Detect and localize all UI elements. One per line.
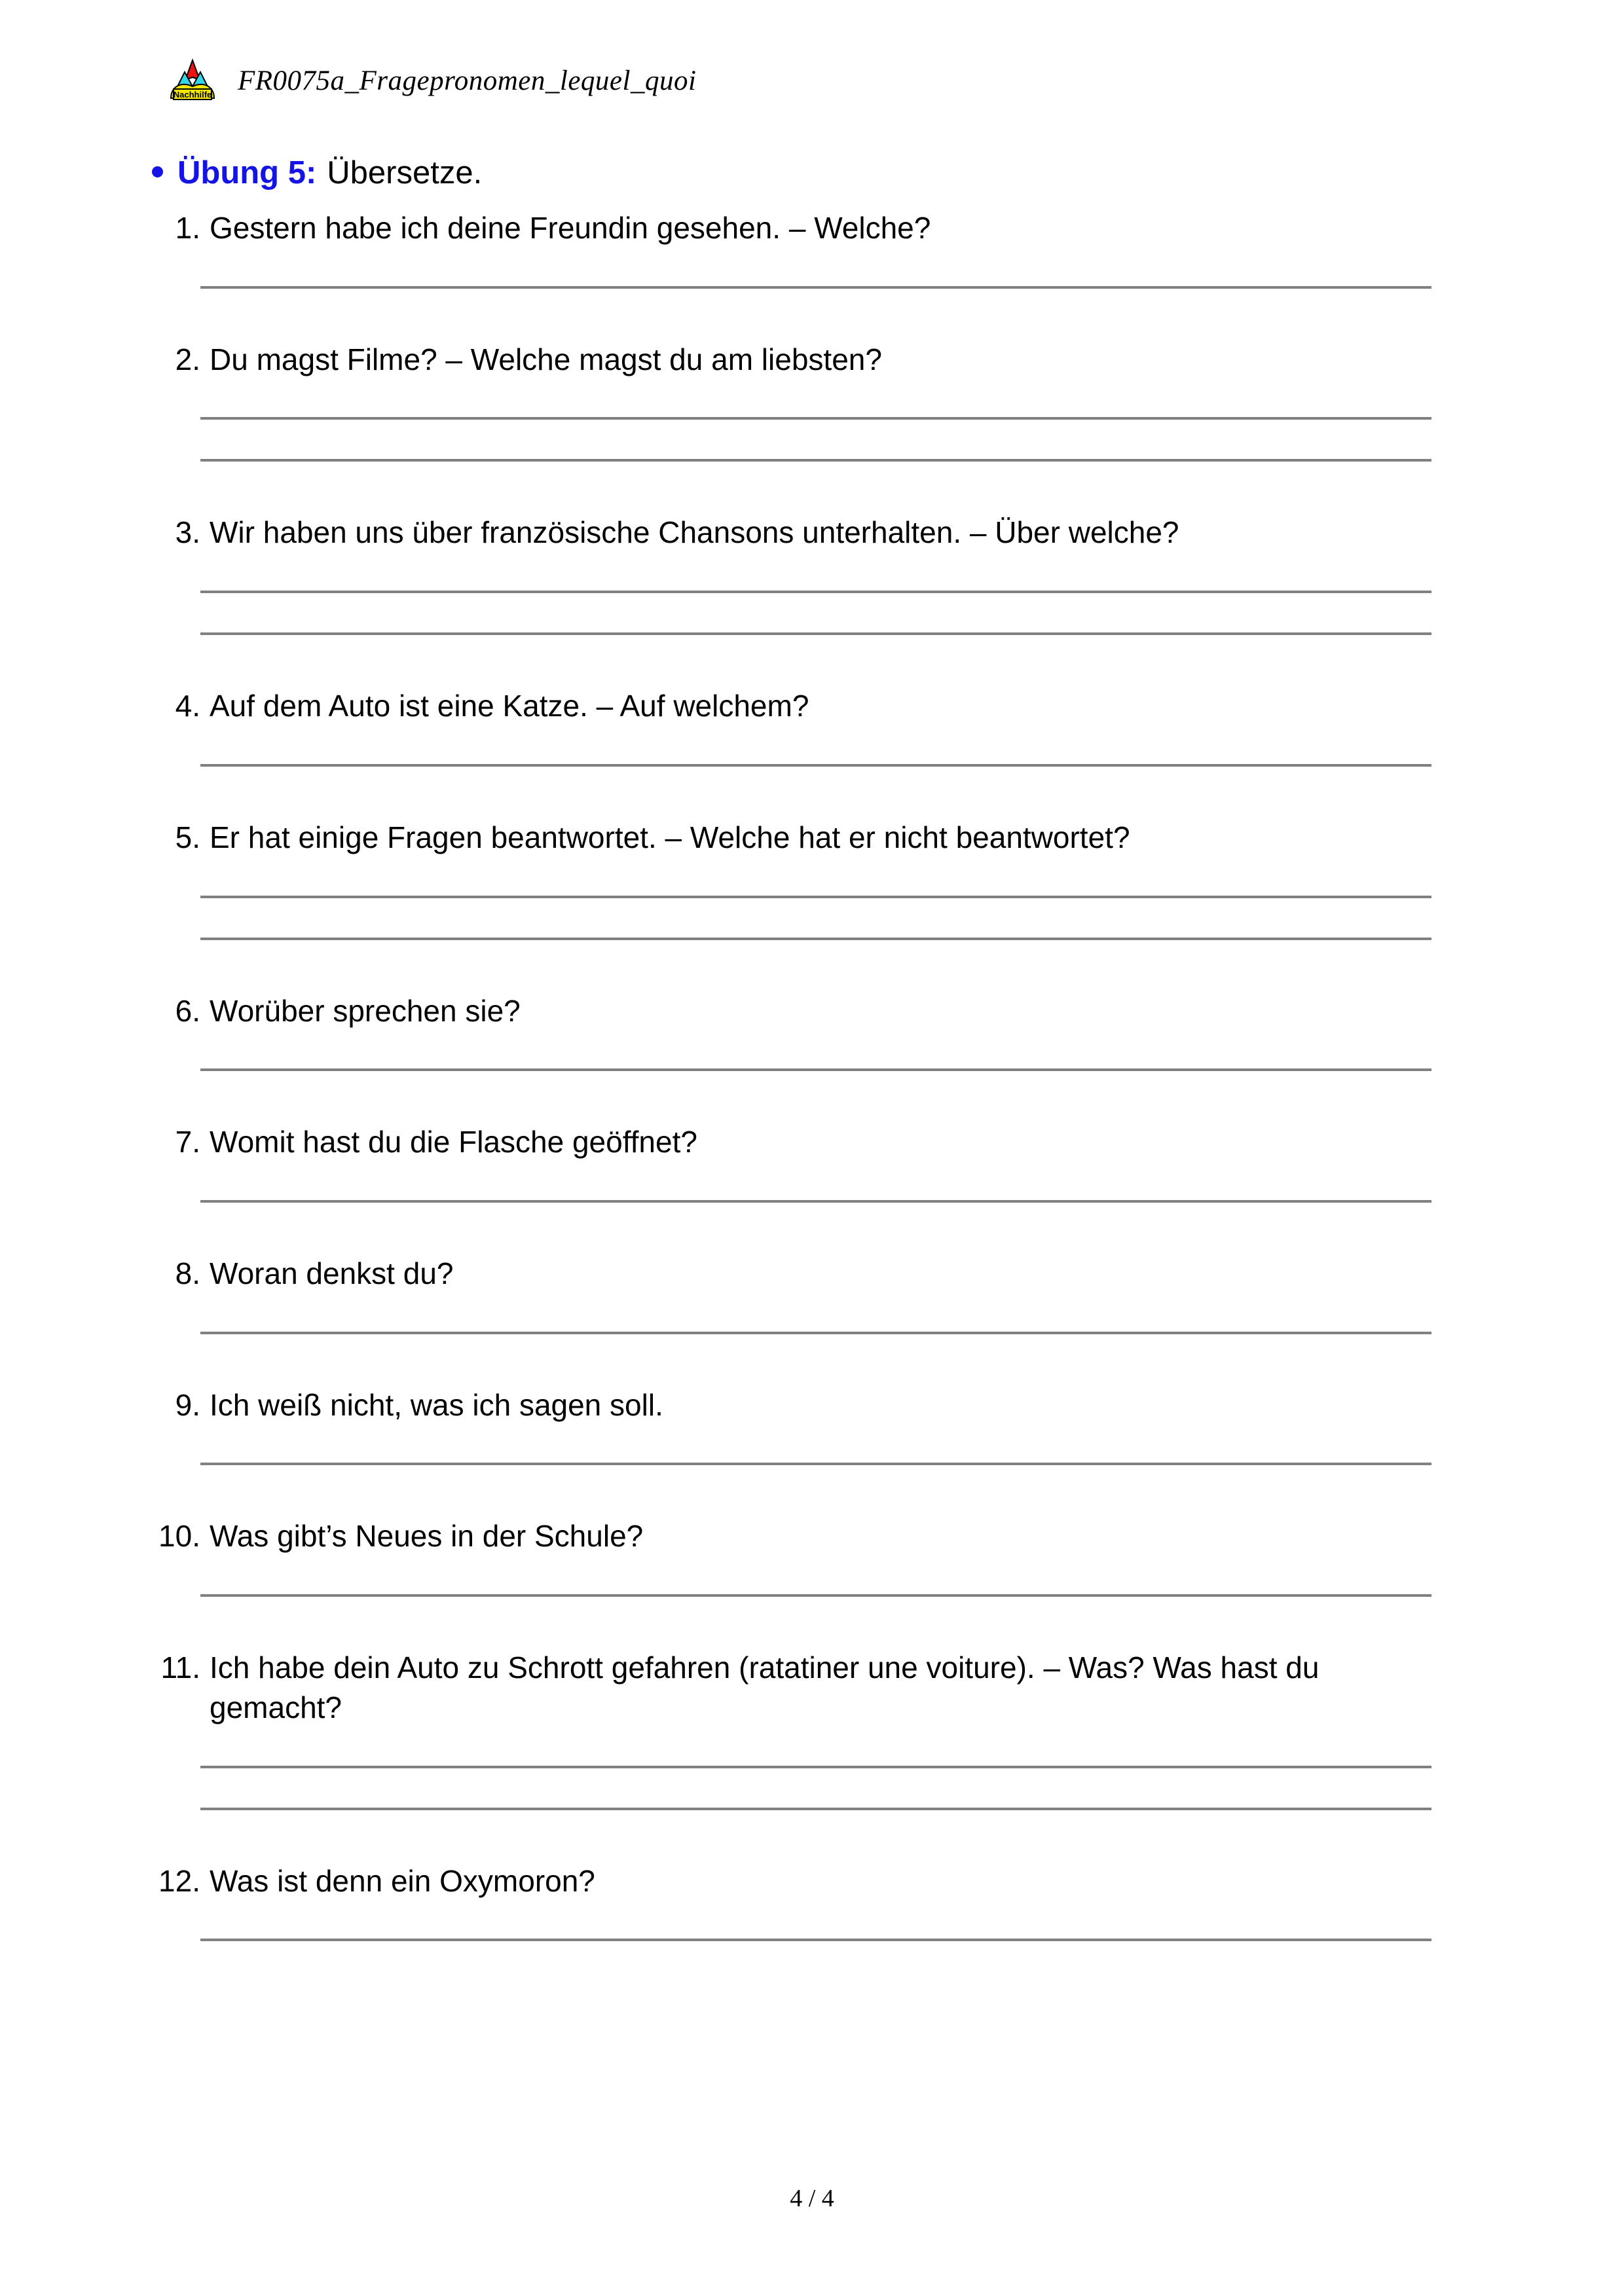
exercise-item-line (152, 991, 1468, 1031)
exercise-item-line (152, 1648, 1468, 1727)
answer-spacing (152, 1294, 1468, 1332)
answer-spacing (152, 420, 1468, 459)
exercise-item (152, 208, 1468, 340)
exercise-item (152, 340, 1468, 513)
exercise-item-number: 1. (175, 211, 200, 245)
item-spacing (152, 1334, 1468, 1385)
answer-spacing (152, 1556, 1468, 1594)
exercise-item-number: 7. (175, 1125, 200, 1159)
exercise-item-text: Auf dem Auto ist eine Katze. – Auf welchem? (210, 689, 809, 723)
item-spacing (152, 1203, 1468, 1254)
page-indicator: 4 / 4 (790, 2185, 834, 2212)
exercise-item-number: 8. (175, 1256, 200, 1291)
answer-spacing (152, 726, 1468, 764)
page-header (167, 58, 696, 103)
exercise-item (152, 818, 1468, 991)
exercise-item (152, 1122, 1468, 1254)
exercise-items-list (152, 208, 1468, 1992)
exercise-item-line (152, 1516, 1468, 1556)
answer-spacing (152, 1768, 1468, 1808)
exercise-item-number: 2. (175, 342, 200, 376)
answer-spacing (152, 1728, 1468, 1766)
answer-spacing (152, 1425, 1468, 1463)
exercise-item-text: Woran denkst du? (210, 1256, 454, 1291)
answer-spacing (152, 593, 1468, 632)
item-spacing (152, 289, 1468, 340)
exercise-item-text: Was ist denn ein Oxymoron? (210, 1863, 595, 1898)
exercise-item-text: Ich weiß nicht, was ich sagen soll. (210, 1387, 663, 1422)
exercise-heading (152, 155, 482, 191)
exercise-item-line (152, 686, 1468, 726)
exercise-item-text: Worüber sprechen sie? (210, 993, 521, 1028)
answer-spacing (152, 1030, 1468, 1068)
exercise-item (152, 686, 1468, 818)
answer-spacing (152, 898, 1468, 938)
exercise-item-text: Womit hast du die Flasche geöffnet? (210, 1125, 697, 1159)
exercise-item (152, 1861, 1468, 1993)
exercise-item (152, 1254, 1468, 1385)
exercise-item-text: Er hat einige Fragen beantwortet. – Welche hat er nicht beantwortet? (210, 820, 1130, 854)
page-footer (0, 2184, 1624, 2213)
exercise-item-number: 4. (175, 689, 200, 723)
answer-spacing (152, 379, 1468, 417)
exercise-item-line (152, 1385, 1468, 1425)
item-spacing (152, 462, 1468, 513)
exercise-item (152, 991, 1468, 1123)
item-spacing (152, 635, 1468, 686)
exercise-item-text: Wir haben uns über französische Chansons unterhalten. – Über welche? (210, 515, 1179, 550)
nachhilfe-logo-icon (167, 58, 218, 103)
exercise-item-line (152, 340, 1468, 380)
item-spacing (152, 1071, 1468, 1122)
exercise-item-text: Was gibt’s Neues in der Schule? (210, 1519, 644, 1554)
answer-spacing (152, 1901, 1468, 1939)
item-spacing (152, 767, 1468, 818)
exercise-instruction: Übersetze. (327, 155, 483, 191)
exercise-item (152, 1648, 1468, 1861)
exercise-item-number: 6. (175, 993, 200, 1028)
exercise-item (152, 1385, 1468, 1517)
exercise-item-text: Gestern habe ich deine Freundin gesehen. – Welche? (210, 211, 931, 245)
exercise-item (152, 513, 1468, 686)
document-title: FR0075a_Fragepronomen_lequel_quoi (238, 65, 697, 96)
exercise-label: Übung 5: (177, 155, 317, 191)
exercise-item-line (152, 1254, 1468, 1294)
exercise-item-number: 5. (175, 820, 200, 854)
exercise-item-text: Du magst Filme? – Welche magst du am liebsten? (210, 342, 882, 376)
exercise-item-number: 3. (175, 515, 200, 550)
exercise-item-number: 9. (175, 1387, 200, 1422)
answer-spacing (152, 858, 1468, 896)
answer-spacing (152, 553, 1468, 591)
exercise-item-line (152, 513, 1468, 553)
exercise-item-line (152, 1861, 1468, 1901)
answer-spacing (152, 1162, 1468, 1200)
item-spacing (152, 1597, 1468, 1648)
exercise-item-line (152, 1122, 1468, 1162)
item-spacing (152, 940, 1468, 991)
item-spacing (152, 1810, 1468, 1861)
exercise-item (152, 1516, 1468, 1648)
exercise-item-line (152, 818, 1468, 858)
answer-spacing (152, 248, 1468, 286)
svg-text:Nachhilfe: Nachhilfe (173, 90, 212, 100)
exercise-item-line (152, 208, 1468, 248)
bullet-icon (152, 166, 163, 177)
item-spacing (152, 1941, 1468, 1992)
item-spacing (152, 1465, 1468, 1516)
exercise-item-text: Ich habe dein Auto zu Schrott gefahren (ratatiner une voiture). – Was? Was hast du gemacht? (210, 1650, 1320, 1724)
exercise-item-number: 12. (158, 1863, 200, 1898)
exercise-item-number: 11. (160, 1650, 200, 1685)
exercise-item-number: 10. (158, 1519, 200, 1554)
